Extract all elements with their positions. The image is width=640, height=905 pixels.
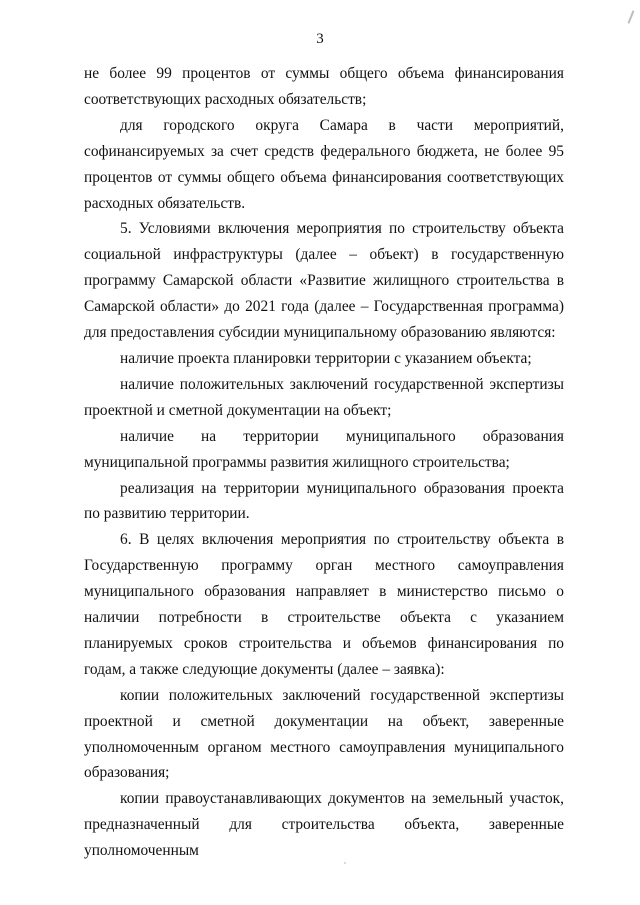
scan-mark	[627, 10, 634, 24]
paragraph: наличие положительных заключений государственной экспертизы проектной и сметной документации на объект;	[84, 375, 564, 419]
document-body	[84, 61, 564, 864]
paragraph: наличие проекта планировки территории с указанием объекта;	[120, 349, 532, 367]
page-number: 3	[316, 31, 324, 47]
paragraph: копии правоустанавливающих документов на земельный участок, предназначенный для строительства объекта, заверенные уполномоченным	[84, 790, 564, 860]
paragraph: 6. В целях включения мероприятия по строительству объекта в Государственную программу орган местного самоуправления муниципального образования направляет в министерство письмо о наличии потребности в строительстве объекта с указанием планируемых сроков строительства и объемов финансирования по годам, а также следующие документы (далее – заявка):	[84, 531, 564, 678]
paragraph: не более 99 процентов от суммы общего объема финансирования соответствующих расходных обязательств;	[84, 65, 564, 108]
paragraph: 5. Условиями включения мероприятия по строительству объекта социальной инфраструктуры (далее – объект) в государственную программу Самарской области «Развитие жилищного строительства в Самарской области» до 2021 года (далее – Государственная программа) для предоставления субсидии муниципальному образованию являются:	[84, 220, 564, 342]
paragraph: наличие на территории муниципального образования муниципальной программы развития жилищного строительства;	[84, 427, 564, 471]
paragraph: копии положительных заключений государственной экспертизы проектной и сметной документации на объект, заверенные уполномоченным органом местного самоуправления муниципального образования;	[84, 686, 564, 782]
paragraph: реализация на территории муниципального образования проекта по развитию территории.	[84, 479, 564, 523]
paragraph: для городского округа Самара в части мероприятий, софинансируемых за счет средств федерального бюджета, не более 95 процентов от суммы общего объема финансирования соответствующих расходных обязательств.	[84, 116, 564, 212]
